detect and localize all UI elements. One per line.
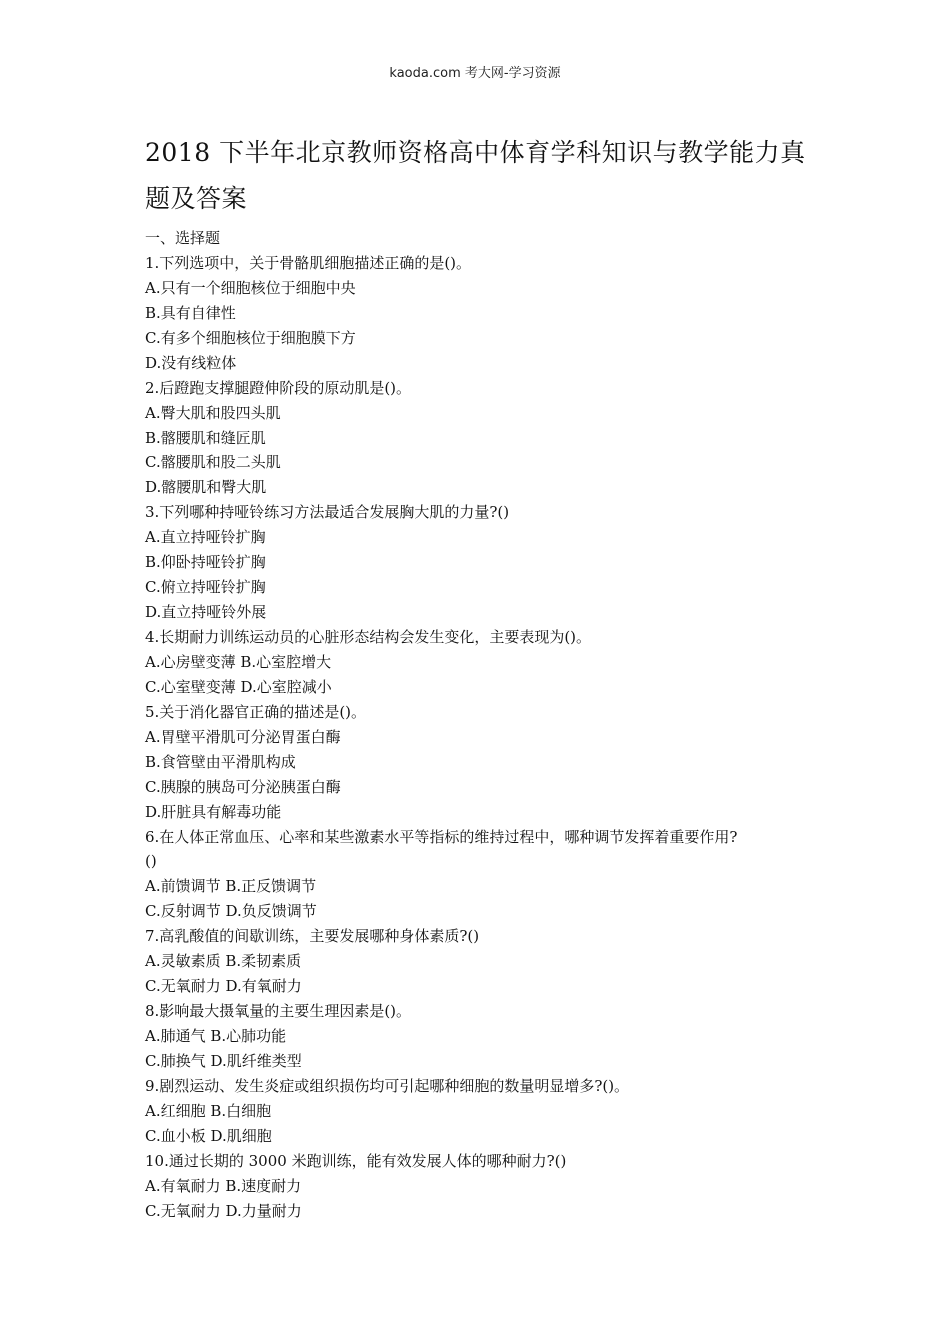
question-3-option-a: A.直立持哑铃扩胸 — [145, 528, 266, 547]
document-title-line-1: 2018 下半年北京教师资格高中体育学科知识与教学能力真 — [145, 138, 806, 167]
header-source-text: kaoda.com 考大网-学习资源 — [389, 66, 561, 81]
question-9: 9.剧烈运动、发生炎症或组织损伤均可引起哪种细胞的数量明显增多?()。 — [145, 1076, 630, 1095]
question-4-options-ab: A.心房壁变薄 B.心室腔增大 — [145, 652, 332, 671]
question-1: 1.下列选项中，关于骨骼肌细胞描述正确的是()。 — [145, 253, 472, 272]
question-5-option-c: C.胰腺的胰岛可分泌胰蛋白酶 — [145, 777, 341, 796]
question-6-options-ab: A.前馈调节 B.正反馈调节 — [145, 877, 317, 896]
page-header — [0, 64, 950, 84]
question-10-options-cd: C.无氧耐力 D.力量耐力 — [145, 1201, 302, 1220]
question-4-options-cd: C.心室壁变薄 D.心室腔减小 — [145, 677, 332, 696]
question-6: 6.在人体正常血压、心率和某些激素水平等指标的维持过程中，哪种调节发挥着重要作用? — [145, 827, 738, 846]
question-3-option-b: B.仰卧持哑铃扩胸 — [145, 553, 266, 572]
question-4: 4.长期耐力训练运动员的心脏形态结构会发生变化，主要表现为()。 — [145, 628, 592, 646]
question-7: 7.高乳酸值的间歇训练，主要发展哪种身体素质?() — [145, 927, 480, 946]
question-3: 3.下列哪种持哑铃练习方法最适合发展胸大肌的力量?() — [145, 503, 510, 522]
question-5-option-b: B.食管壁由平滑肌构成 — [145, 752, 296, 771]
document-content — [145, 226, 815, 1224]
question-1-option-c: C.有多个细胞核位于细胞膜下方 — [145, 328, 356, 347]
question-2-option-b: B.髂腰肌和缝匠肌 — [145, 428, 266, 447]
question-5-option-a: A.胃壁平滑肌可分泌胃蛋白酶 — [145, 727, 341, 746]
question-2-option-a: A.臀大肌和股四头肌 — [145, 403, 281, 422]
question-6-continuation: () — [145, 852, 157, 871]
question-8: 8.影响最大摄氧量的主要生理因素是()。 — [145, 1002, 412, 1021]
question-8-options-ab: A.肺通气 B.心肺功能 — [145, 1027, 287, 1045]
question-3-option-c: C.俯立持哑铃扩胸 — [145, 578, 266, 597]
document-title — [145, 130, 825, 222]
question-7-options-cd: C.无氧耐力 D.有氧耐力 — [145, 977, 302, 996]
question-2-option-d: D.髂腰肌和臀大肌 — [145, 478, 267, 497]
question-1-option-a: A.只有一个细胞核位于细胞中央 — [145, 278, 356, 297]
question-9-options-cd: C.血小板 D.肌细胞 — [145, 1126, 272, 1145]
question-3-option-d: D.直立持哑铃外展 — [145, 603, 267, 622]
question-10: 10.通过长期的 3000 米跑训练，能有效发展人体的哪种耐力?() — [145, 1151, 567, 1170]
question-6-options-cd: C.反射调节 D.负反馈调节 — [145, 902, 317, 921]
question-7-options-ab: A.灵敏素质 B.柔韧素质 — [145, 952, 302, 971]
question-2: 2.后蹬跑支撑腿蹬伸阶段的原动肌是()。 — [145, 378, 412, 397]
question-10-options-ab: A.有氧耐力 B.速度耐力 — [145, 1176, 302, 1195]
question-2-option-c: C.髂腰肌和股二头肌 — [145, 453, 281, 472]
question-9-options-ab: A.红细胞 B.白细胞 — [145, 1101, 272, 1120]
question-5-option-d: D.肝脏具有解毒功能 — [145, 802, 282, 821]
document-title-line-2: 题及答案 — [145, 184, 248, 213]
question-8-options-cd: C.肺换气 D.肌纤维类型 — [145, 1051, 302, 1070]
question-1-option-d: D.没有线粒体 — [145, 353, 237, 372]
section-heading: 一、选择题 — [145, 229, 221, 247]
question-1-option-b: B.具有自律性 — [145, 303, 236, 322]
question-5: 5.关于消化器官正确的描述是()。 — [145, 702, 367, 721]
